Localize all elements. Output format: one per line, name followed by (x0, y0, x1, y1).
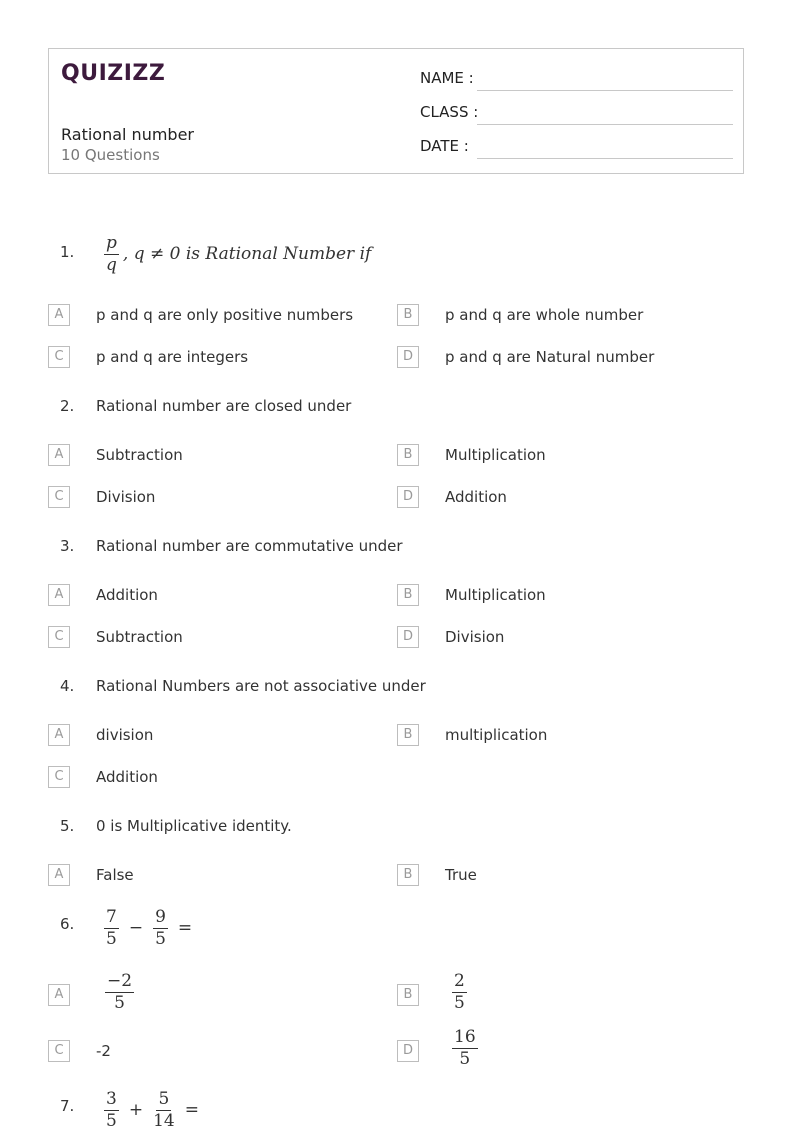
option-fraction[interactable] (103, 972, 136, 1012)
option-text[interactable]: p and q are Natural number (445, 348, 655, 366)
date-field[interactable] (477, 157, 733, 159)
option-box-a[interactable]: A (48, 444, 70, 466)
operator: − (128, 918, 144, 939)
worksheet-title: Rational number (61, 125, 194, 144)
option-text[interactable]: Multiplication (445, 586, 546, 604)
fraction-denominator: 5 (106, 928, 117, 949)
fraction (452, 1028, 478, 1068)
date-label: DATE : (420, 137, 469, 155)
option-text[interactable]: Multiplication (445, 446, 546, 464)
fraction-numerator: 5 (158, 1089, 170, 1109)
option-box-d[interactable]: D (397, 486, 419, 508)
fraction (104, 908, 119, 948)
name-label: NAME : (420, 69, 474, 87)
worksheet-header (48, 48, 744, 174)
equals-sign: = (184, 1100, 199, 1121)
option-text[interactable]: Division (445, 628, 505, 646)
fraction-denominator: q (106, 254, 117, 275)
question-text: Rational number are commutative under (96, 537, 403, 555)
option-box-b[interactable]: B (397, 304, 419, 326)
question-text: Rational number are closed under (96, 397, 352, 415)
question-number: 6. (60, 915, 75, 933)
fraction-denominator: 5 (106, 1110, 117, 1131)
option-fraction[interactable] (450, 1028, 480, 1068)
question-6-math (102, 908, 200, 948)
option-box-b[interactable]: B (397, 724, 419, 746)
question-text: Rational Numbers are not associative under (96, 677, 426, 695)
fraction-numerator: 2 (454, 971, 465, 991)
question-number: 5. (60, 817, 75, 835)
fraction-numerator: 16 (454, 1027, 476, 1047)
option-box-a[interactable]: A (48, 864, 70, 886)
option-fraction[interactable] (450, 972, 469, 1012)
option-box-d[interactable]: D (397, 1040, 419, 1062)
option-text[interactable]: Division (96, 488, 156, 506)
option-box-a[interactable]: A (48, 304, 70, 326)
question-number: 4. (60, 677, 75, 695)
option-text[interactable]: False (96, 866, 134, 884)
option-box-b[interactable]: B (397, 984, 419, 1006)
option-text[interactable]: p and q are whole number (445, 306, 644, 324)
option-text[interactable]: division (96, 726, 154, 744)
operator: + (128, 1100, 144, 1121)
option-text[interactable]: True (445, 866, 477, 884)
option-text[interactable]: p and q are only positive numbers (96, 306, 354, 324)
option-text[interactable]: Subtraction (96, 628, 183, 646)
fraction-denominator: 14 (153, 1110, 175, 1131)
option-text[interactable]: Addition (96, 768, 158, 786)
option-box-c[interactable]: C (48, 766, 70, 788)
question-7-math (102, 1090, 207, 1130)
fraction-numerator: −2 (107, 971, 133, 991)
question-1-math (102, 234, 371, 274)
quizizz-logo: QUIZIZZ (61, 61, 166, 86)
question-count: 10 Questions (61, 146, 160, 164)
equals-sign: = (177, 918, 193, 939)
question-1-math-text: , q ≠ 0 is Rational Number if (122, 244, 372, 265)
question-text: 0 is Multiplicative identity. (96, 817, 292, 835)
question-number: 3. (60, 537, 75, 555)
fraction (153, 908, 168, 948)
option-box-d[interactable]: D (397, 346, 419, 368)
option-box-c[interactable]: C (48, 486, 70, 508)
fraction-numerator: p (106, 233, 117, 253)
class-label: CLASS : (420, 103, 479, 121)
option-box-a[interactable]: A (48, 984, 70, 1006)
fraction-denominator: 5 (114, 992, 125, 1013)
option-box-c[interactable]: C (48, 1040, 70, 1062)
option-text[interactable]: Addition (96, 586, 158, 604)
option-box-b[interactable]: B (397, 584, 419, 606)
option-box-b[interactable]: B (397, 444, 419, 466)
option-text[interactable]: multiplication (445, 726, 548, 744)
option-text[interactable]: Subtraction (96, 446, 183, 464)
question-number: 7. (60, 1097, 75, 1115)
option-box-c[interactable]: C (48, 626, 70, 648)
fraction (105, 972, 134, 1012)
fraction (104, 234, 119, 274)
question-number: 1. (60, 243, 75, 261)
fraction-numerator: 7 (106, 907, 117, 927)
option-box-a[interactable]: A (48, 584, 70, 606)
option-box-b[interactable]: B (397, 864, 419, 886)
fraction (153, 1090, 175, 1130)
option-box-c[interactable]: C (48, 346, 70, 368)
class-field[interactable] (477, 123, 733, 125)
fraction-denominator: 5 (459, 1048, 471, 1069)
question-number: 2. (60, 397, 75, 415)
fraction (104, 1090, 119, 1130)
fraction-numerator: 3 (106, 1089, 117, 1109)
fraction-denominator: 5 (155, 928, 166, 949)
option-box-d[interactable]: D (397, 626, 419, 648)
name-field[interactable] (477, 89, 733, 91)
option-text[interactable]: Addition (445, 488, 507, 506)
fraction-numerator: 9 (155, 907, 166, 927)
fraction (452, 972, 467, 1012)
fraction-denominator: 5 (454, 992, 465, 1013)
option-text[interactable]: -2 (96, 1042, 111, 1060)
option-text[interactable]: p and q are integers (96, 348, 249, 366)
option-box-a[interactable]: A (48, 724, 70, 746)
